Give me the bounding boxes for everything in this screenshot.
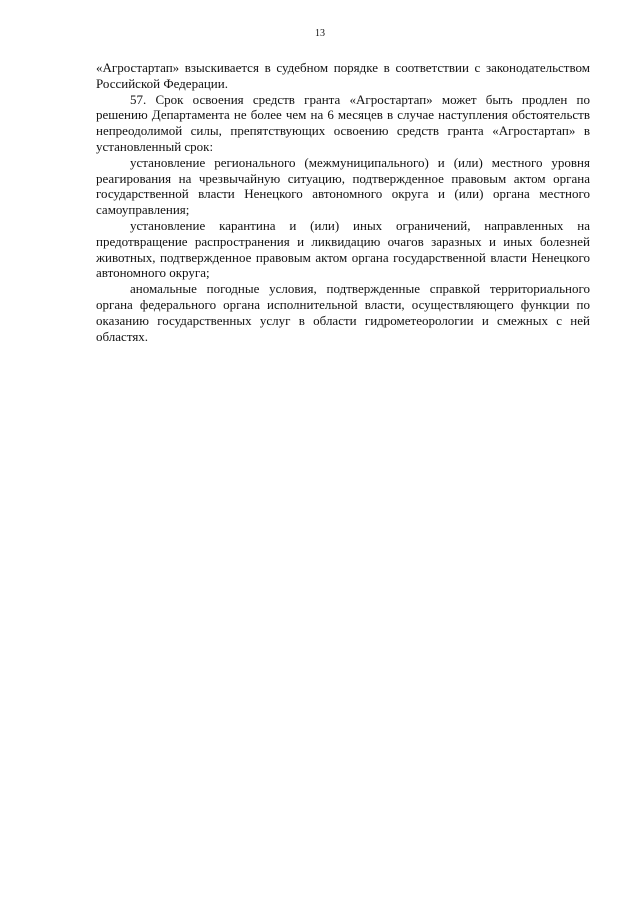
paragraph-emergency-response: установление регионального (межмуниципального) и (или) местного уровня реагирования на чрезвычайную ситуацию, подтвержденное правовым актом органа государственной власти Ненецкого автономного округа и (или) органа местного самоуправления; [96, 154, 590, 218]
paragraph-weather-conditions: аномальные погодные условия, подтвержденные справкой территориального органа федерального органа исполнительной власти, осуществляющего функции по оказанию государственных услуг в области гидрометеорологии и смежных с ней областях. [96, 281, 590, 344]
paragraph-quarantine: установление карантина и (или) иных ограничений, направленных на предотвращение распространения и ликвидацию очагов заразных и иных болезней животных, подтвержденное правовым актом органа государственной власти Ненецкого автономного округа; [96, 217, 590, 281]
document-body [96, 60, 590, 344]
paragraph-continuation: «Агростартап» взыскивается в судебном порядке в соответствии с законодательством Российской Федерации. [96, 60, 590, 91]
paragraph-clause-57: 57. Срок освоения средств гранта «Агростартап» может быть продлен по решению Департамента не более чем на 6 месяцев в случае наступления обстоятельств непреодолимой силы, препятствующих освоению средств гранта «Агростартап» в установленный срок: [96, 91, 590, 154]
page-number: 13 [315, 28, 325, 39]
